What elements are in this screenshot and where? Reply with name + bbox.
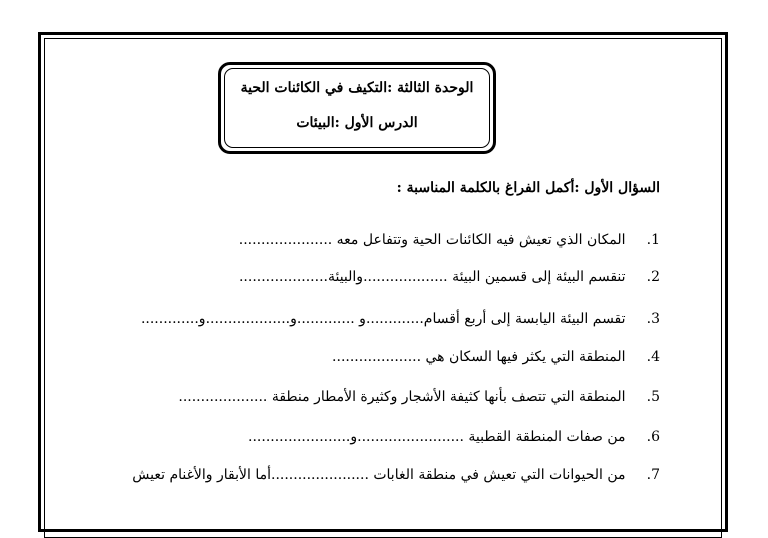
item-text: المكان الذي تعيش فيه الكائنات الحية وتتفاعل معه ..................... [238,232,626,248]
item-text: المنطقة التي تتصف بأنها كثيفة الأشجار وكثيرة الأمطار منطقة .................... [178,389,626,405]
item-number: 5. [646,389,660,405]
item-number: 3. [646,311,660,327]
unit-title: الوحدة الثالثة :التكيف في الكائنات الحية [240,80,474,96]
item-text: تنقسم البيئة إلى قسمين البيئة ...................والبيئة.................... [238,269,626,285]
item-text: من الحيوانات التي تعيش في منطقة الغابات ......................أما الأبقار والأغنام تعيش [132,467,626,483]
list-item [178,386,660,408]
list-item [132,464,660,486]
item-number: 2. [646,269,660,285]
item-text: من صفات المنطقة القطبية ........................و....................... [248,429,626,445]
list-item [239,229,660,251]
lesson-title: الدرس الأول :البيئات [296,115,418,131]
list-item [239,266,660,288]
item-number: 6. [646,429,660,445]
list-item [141,308,660,330]
item-number: 1. [646,232,660,248]
item-number: 4. [646,349,660,365]
title-box [224,68,490,148]
question-heading: السؤال الأول :أكمل الفراغ بالكلمة المناسبة : [396,180,660,196]
item-text: المنطقة التي يكثر فيها السكان هي .................... [332,349,626,365]
item-text: تقسم البيئة اليابسة إلى أربع أقسام.............و .............و...................و............. [140,311,626,327]
list-item [248,426,660,448]
list-item [332,346,660,368]
item-number: 7. [646,467,660,483]
